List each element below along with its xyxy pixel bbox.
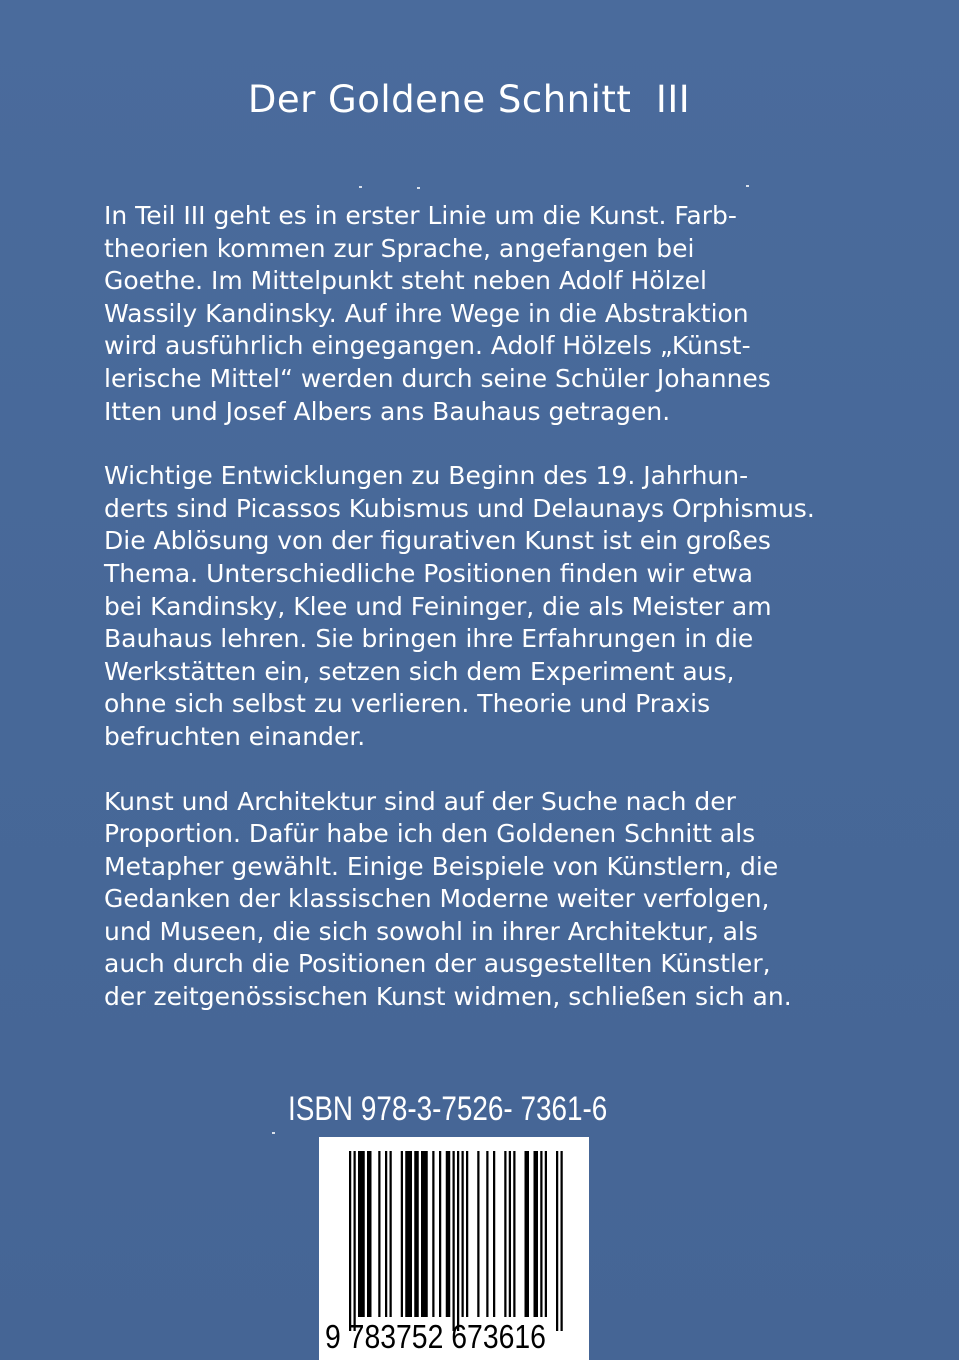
barcode-bar — [439, 1151, 441, 1317]
barcode-bar — [385, 1151, 387, 1317]
blurb-text — [104, 200, 894, 1014]
barcode-bar — [466, 1151, 468, 1317]
barcode-guard-bar — [457, 1151, 459, 1331]
blurb-line: Metapher gewählt. Einige Beispiele von Künstlern, die — [104, 851, 779, 881]
blurb-line: Thema. Unterschiedliche Positionen finden wir etwa — [104, 558, 753, 588]
barcode-bar — [358, 1151, 365, 1317]
barcode-bar — [390, 1151, 392, 1317]
isbn-label: ISBN 978-3-7526- 7361-6 — [288, 1090, 608, 1128]
barcode-guard-bar — [349, 1151, 351, 1331]
blurb-line: der zeitgenössischen Kunst widmen, schließen sich an. — [104, 982, 792, 1012]
blurb-line: In Teil III geht es in erster Linie um die Kunst. Farb- — [104, 201, 737, 230]
blurb-line: derts sind Picassos Kubismus und Delaunays Orphismus. — [104, 493, 815, 523]
barcode-bar — [378, 1151, 380, 1317]
blurb-line: Goethe. Im Mittelpunkt steht neben Adolf Hölzel — [104, 266, 707, 296]
blurb-line: Die Ablösung von der figurativen Kunst ist ein großes — [104, 526, 771, 556]
blurb-line: Werkstätten ein, setzen sich dem Experiment aus, — [104, 656, 735, 686]
barcode-bar — [432, 1151, 434, 1317]
barcode-bar — [477, 1151, 479, 1317]
barcode-bar — [414, 1151, 419, 1317]
blurb-line: theorien kommen zur Sprache, angefangen bei — [104, 233, 695, 263]
blurb-line: Bauhaus lehren. Sie bringen ihre Erfahrungen in die — [104, 624, 754, 654]
barcode-bar — [486, 1151, 488, 1317]
barcode-bar — [421, 1151, 428, 1317]
barcode-bar — [534, 1151, 539, 1317]
print-speck — [417, 187, 420, 189]
blurb-line: wird ausführlich eingegangen. Adolf Hölzels „Künst- — [104, 331, 751, 361]
blurb-paragraph — [104, 460, 894, 753]
blurb-line: lerische Mittel“ werden durch seine Schüler Johannes — [104, 363, 771, 393]
blurb-line: Kunst und Architektur sind auf der Suche nach der — [104, 786, 736, 816]
barcode-bar — [493, 1151, 495, 1317]
barcode-digits: 9 783752 673616 — [325, 1318, 546, 1355]
blurb-line: Wassily Kandinsky. Auf ihre Wege in die Abstraktion — [104, 298, 749, 328]
blurb-line: Proportion. Dafür habe ich den Goldenen Schnitt als — [104, 819, 756, 849]
blurb-line: Wichtige Entwicklungen zu Beginn des 19. Jahrhun- — [104, 461, 749, 491]
blurb-line: Itten und Josef Albers ans Bauhaus getragen. — [104, 396, 671, 426]
barcode-bar — [540, 1151, 542, 1317]
barcode-bar — [405, 1151, 412, 1317]
blurb-line: ohne sich selbst zu verlieren. Theorie und Praxis — [104, 689, 711, 719]
blurb-line: auch durch die Positionen der ausgestellten Künstler, — [104, 949, 771, 979]
barcode-bar — [462, 1151, 464, 1317]
blurb-line: und Museen, die sich sowohl in ihrer Architektur, als — [104, 916, 758, 946]
blurb-line: bei Kandinsky, Klee und Feininger, die als Meister am — [104, 591, 772, 621]
print-speck — [272, 1132, 275, 1134]
blurb-paragraph — [104, 200, 894, 428]
barcode-bar — [401, 1151, 403, 1317]
book-title: Der Goldene Schnitt III — [247, 78, 691, 121]
barcode-guard-bar — [561, 1151, 563, 1331]
print-speck — [746, 185, 749, 187]
barcode — [319, 1137, 589, 1360]
barcode-guard-bar — [354, 1151, 356, 1331]
barcode-bar — [367, 1151, 372, 1317]
print-speck — [359, 186, 362, 188]
barcode-bar — [545, 1151, 547, 1317]
blurb-paragraph — [104, 786, 894, 1014]
barcode-bar — [504, 1151, 506, 1317]
barcode-bar — [525, 1151, 530, 1317]
barcode-guard-bar — [453, 1151, 455, 1331]
blurb-line: befruchten einander. — [104, 721, 366, 751]
barcode-bar — [513, 1151, 515, 1317]
blurb-line: Gedanken der klassischen Moderne weiter verfolgen, — [104, 884, 770, 914]
barcode-guard-bar — [556, 1151, 558, 1331]
barcode-bar — [509, 1151, 511, 1317]
barcode-bar — [446, 1151, 451, 1317]
